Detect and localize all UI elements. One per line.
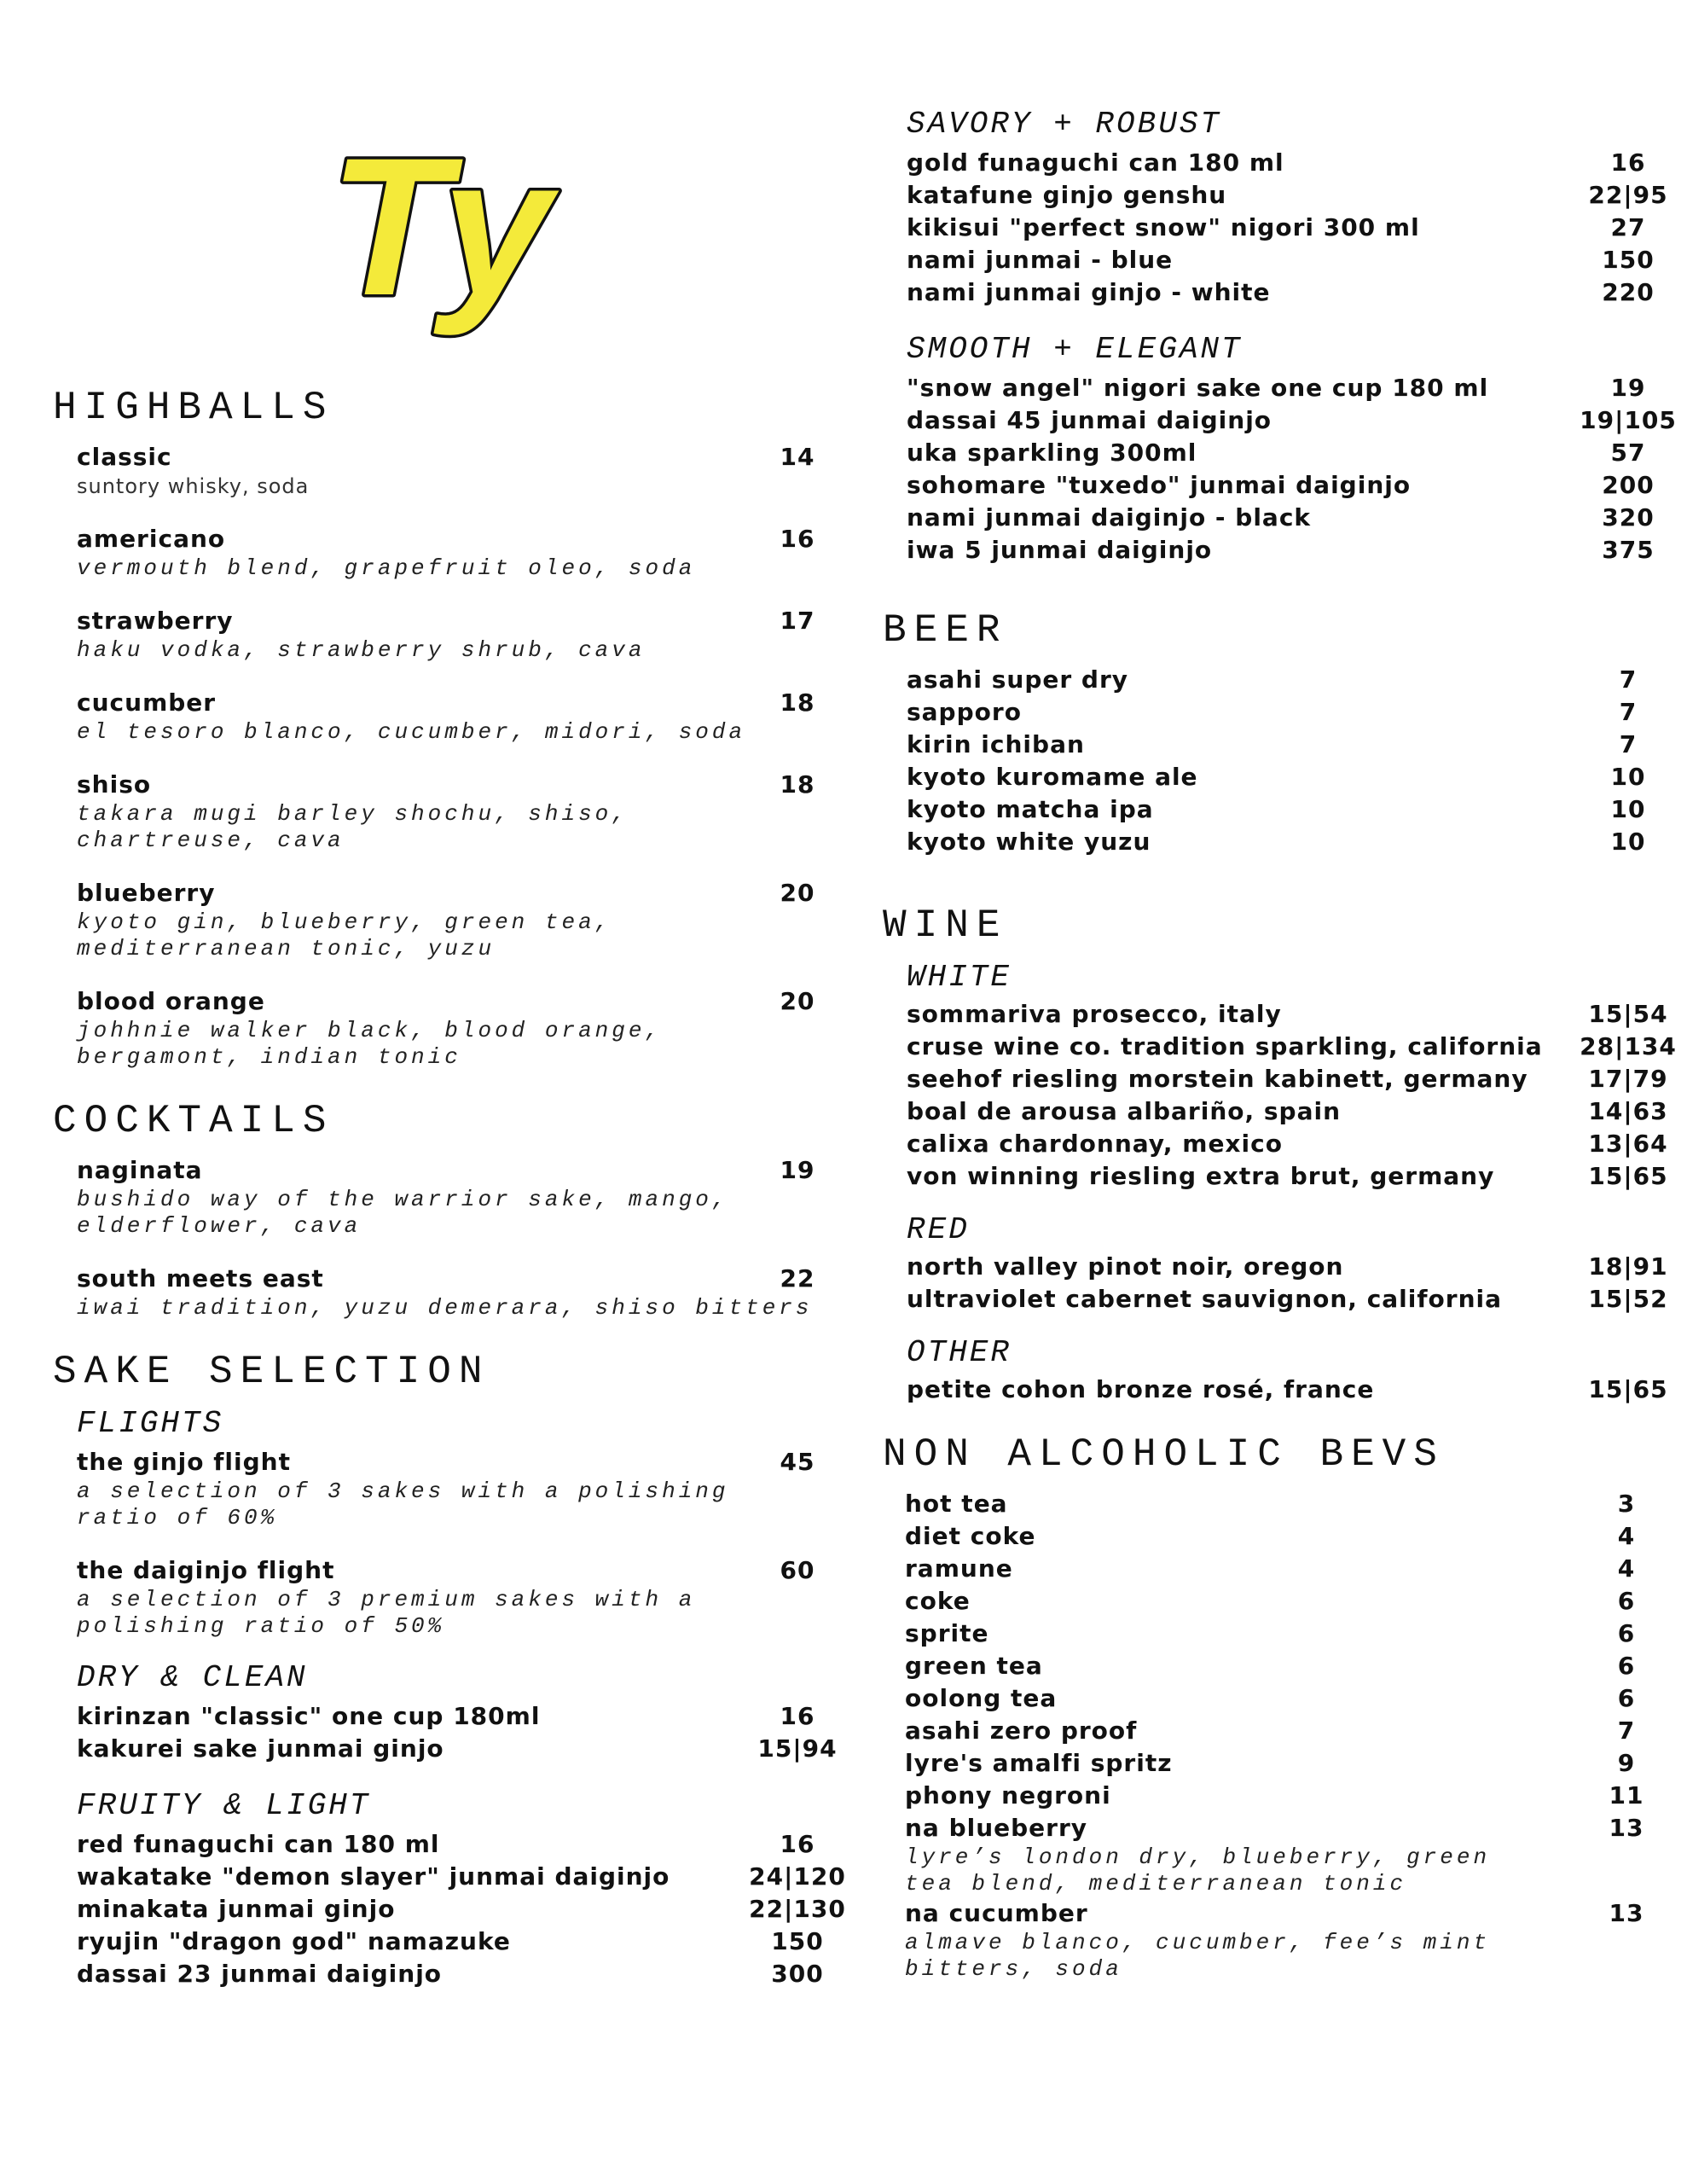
subhead-white: WHITE xyxy=(907,960,1012,995)
item-price: 7 xyxy=(1619,730,1638,758)
menu-item-row xyxy=(905,1520,1650,1553)
svg-text:Ty: Ty xyxy=(329,117,551,336)
section-title: SAKE SELECTION xyxy=(53,1350,490,1394)
item-price: 16 xyxy=(780,525,815,553)
menu-item xyxy=(907,1160,1668,1193)
item-price: 10 xyxy=(1610,795,1646,823)
ty-logo xyxy=(322,111,551,341)
menu-item xyxy=(77,1828,820,1861)
section-title: COCKTAILS xyxy=(53,1099,334,1143)
item-price: 4 xyxy=(1617,1554,1636,1583)
menu-item xyxy=(907,469,1655,502)
menu-item-row xyxy=(905,1812,1650,1844)
item-name: nami junmai daiginjo - black xyxy=(907,503,1312,531)
subhead-smooth-elegant: SMOOTH + ELEGANT xyxy=(907,332,1243,367)
menu-item xyxy=(77,1958,824,1990)
item-price: 6 xyxy=(1617,1684,1636,1712)
section-title: WINE xyxy=(883,903,1008,948)
menu-item-row xyxy=(907,793,1650,826)
item-price: 27 xyxy=(1610,213,1646,241)
menu-item-row xyxy=(77,1733,838,1765)
menu-item xyxy=(905,1618,1650,1650)
item-price: 7 xyxy=(1619,665,1638,694)
menu-item-row xyxy=(907,179,1668,212)
menu-item-row xyxy=(907,147,1650,179)
menu-item-row xyxy=(905,1715,1650,1747)
menu-item xyxy=(77,1554,820,1640)
item-name: asahi zero proof xyxy=(905,1716,1138,1745)
subhead-flights: FLIGHTS xyxy=(77,1406,224,1441)
menu-item xyxy=(905,1682,1650,1715)
item-name: sommariva prosecco, italy xyxy=(907,1000,1282,1028)
item-name: na blueberry xyxy=(905,1814,1088,1842)
menu-item xyxy=(905,1520,1650,1553)
menu-item-row xyxy=(905,1618,1650,1650)
menu-item-row xyxy=(907,1128,1668,1160)
item-name: kyoto white yuzu xyxy=(907,828,1151,856)
highballs-section xyxy=(53,388,820,1071)
item-name: iwa 5 junmai daiginjo xyxy=(907,536,1213,564)
item-price: 220 xyxy=(1602,278,1655,306)
menu-item xyxy=(77,605,820,664)
menu-item xyxy=(907,212,1650,244)
menu-list xyxy=(907,1251,1668,1316)
menu-list xyxy=(53,1154,820,1321)
menu-item xyxy=(77,1926,824,1958)
item-price: 300 xyxy=(771,1960,824,1988)
menu-item-row xyxy=(907,998,1668,1031)
item-name: red funaguchi can 180 ml xyxy=(77,1830,440,1858)
menu-item xyxy=(907,729,1650,761)
menu-item xyxy=(905,1715,1650,1747)
item-name: cruse wine co. tradition sparkling, california xyxy=(907,1032,1543,1060)
menu-item-row xyxy=(77,523,820,555)
subhead-red: RED xyxy=(907,1212,970,1247)
item-price: 15|52 xyxy=(1588,1285,1668,1313)
item-name: ramune xyxy=(905,1554,1013,1583)
menu-item-row xyxy=(77,1828,820,1861)
menu-item xyxy=(907,761,1650,793)
menu-item-row xyxy=(905,1897,1650,1930)
menu-item xyxy=(907,1095,1668,1128)
subhead-savory-robust: SAVORY + ROBUST xyxy=(907,107,1222,142)
menu-item xyxy=(907,502,1655,534)
item-name: seehof riesling morstein kabinett, germany xyxy=(907,1065,1528,1093)
item-price: 22|130 xyxy=(749,1895,846,1923)
menu-item xyxy=(907,244,1655,276)
menu-item xyxy=(907,147,1650,179)
menu-item xyxy=(907,826,1650,858)
menu-item xyxy=(907,1031,1677,1063)
item-price: 28|134 xyxy=(1580,1032,1677,1060)
menu-item-row xyxy=(907,469,1655,502)
sake-section xyxy=(53,1350,846,1990)
item-price: 57 xyxy=(1610,439,1646,467)
item-price: 6 xyxy=(1617,1587,1636,1615)
section-title: BEER xyxy=(883,608,1008,653)
menu-item-row xyxy=(907,664,1650,696)
menu-item xyxy=(905,1780,1650,1812)
menu-item xyxy=(77,1733,838,1765)
menu-item-row xyxy=(905,1488,1650,1520)
menu-item xyxy=(905,1488,1650,1520)
item-price: 13|64 xyxy=(1588,1130,1668,1158)
item-price: 22 xyxy=(780,1264,815,1292)
item-price: 19 xyxy=(780,1156,815,1184)
menu-item-row xyxy=(907,534,1655,566)
menu-item xyxy=(77,985,820,1071)
item-name: north valley pinot noir, oregon xyxy=(907,1252,1344,1281)
item-name: shiso xyxy=(77,770,152,799)
subhead-fruity-light: FRUITY & LIGHT xyxy=(77,1788,371,1823)
menu-item-row xyxy=(907,212,1650,244)
menu-item-row xyxy=(907,729,1650,761)
menu-item-row xyxy=(907,1283,1668,1316)
item-price: 16 xyxy=(1610,148,1646,177)
item-price: 3 xyxy=(1617,1490,1636,1518)
menu-item-row xyxy=(907,826,1650,858)
menu-item-row xyxy=(907,1374,1668,1406)
item-price: 24|120 xyxy=(749,1862,846,1891)
item-price: 18|91 xyxy=(1588,1252,1668,1281)
item-name: blood orange xyxy=(77,987,265,1015)
menu-item-row xyxy=(77,1700,820,1733)
item-name: katafune ginjo genshu xyxy=(907,181,1227,209)
item-name: kirin ichiban xyxy=(907,730,1085,758)
item-name: lyre's amalfi spritz xyxy=(905,1749,1173,1777)
menu-item-row xyxy=(77,1893,846,1926)
menu-item-row xyxy=(907,244,1655,276)
item-name: green tea xyxy=(905,1652,1043,1680)
menu-item-row xyxy=(907,696,1650,729)
item-price: 11 xyxy=(1609,1781,1644,1809)
item-price: 22|95 xyxy=(1588,181,1668,209)
item-price: 4 xyxy=(1617,1522,1636,1550)
menu-item xyxy=(77,1154,820,1240)
menu-item-row xyxy=(77,1446,820,1478)
item-price: 150 xyxy=(771,1927,824,1955)
item-price: 14|63 xyxy=(1588,1097,1668,1125)
menu-item-row xyxy=(907,372,1650,404)
menu-list xyxy=(53,441,820,1071)
item-price: 17|79 xyxy=(1588,1065,1668,1093)
menu-item-row xyxy=(907,404,1677,437)
item-price: 16 xyxy=(780,1702,815,1730)
menu-item xyxy=(77,687,820,746)
menu-item xyxy=(907,179,1668,212)
item-name: boal de arousa albariño, spain xyxy=(907,1097,1342,1125)
menu-list xyxy=(77,1446,820,1640)
item-name: wakatake "demon slayer" junmai daiginjo xyxy=(77,1862,670,1891)
wine-section xyxy=(883,903,1677,1406)
item-name: nami junmai ginjo - white xyxy=(907,278,1271,306)
subhead-other: OTHER xyxy=(907,1335,1012,1370)
menu-item xyxy=(77,1700,820,1733)
menu-item xyxy=(77,1446,820,1531)
item-price: 15|54 xyxy=(1588,1000,1668,1028)
item-price: 13 xyxy=(1609,1899,1644,1927)
menu-item-row xyxy=(907,1160,1668,1193)
menu-item-row xyxy=(77,985,820,1018)
item-description: a selection of 3 sakes with a polishing ratio of 60% xyxy=(77,1478,729,1531)
menu-item-row xyxy=(77,687,820,719)
menu-item-row xyxy=(77,1958,824,1990)
item-description: johhnie walker black, blood orange, bergamont, indian tonic xyxy=(77,1018,663,1070)
menu-item xyxy=(905,1897,1650,1983)
menu-item-row xyxy=(905,1682,1650,1715)
item-name: hot tea xyxy=(905,1490,1008,1518)
menu-list xyxy=(907,372,1677,566)
menu-list xyxy=(907,1374,1668,1406)
item-description: bushido way of the warrior sake, mango, elderflower, cava xyxy=(77,1187,729,1239)
menu-item-row xyxy=(77,877,820,909)
menu-item xyxy=(907,998,1668,1031)
menu-item xyxy=(905,1585,1650,1618)
item-name: minakata junmai ginjo xyxy=(77,1895,396,1923)
menu-list xyxy=(907,147,1668,309)
menu-list xyxy=(907,998,1677,1193)
menu-item-row xyxy=(77,441,820,473)
menu-list xyxy=(77,1700,838,1765)
item-price: 6 xyxy=(1617,1652,1636,1680)
item-name: oolong tea xyxy=(905,1684,1058,1712)
menu-item-row xyxy=(77,605,820,637)
menu-item-row xyxy=(907,1095,1668,1128)
item-name: dassai 45 junmai daiginjo xyxy=(907,406,1272,434)
item-name: gold funaguchi can 180 ml xyxy=(907,148,1284,177)
menu-item xyxy=(907,534,1655,566)
item-description: lyre’s london dry, blueberry, green tea blend, mediterranean tonic xyxy=(905,1844,1491,1896)
item-price: 6 xyxy=(1617,1619,1636,1647)
item-price: 20 xyxy=(780,879,815,907)
menu-item-row xyxy=(905,1747,1650,1780)
item-name: von winning riesling extra brut, germany xyxy=(907,1162,1495,1190)
menu-item-row xyxy=(77,769,820,801)
menu-item xyxy=(905,1553,1650,1585)
menu-item xyxy=(907,372,1650,404)
menu-list xyxy=(883,664,1650,858)
menu-item xyxy=(907,437,1650,469)
non-alcoholic-section xyxy=(883,1432,1650,1983)
menu-item-row xyxy=(907,1031,1677,1063)
menu-item-row xyxy=(907,1251,1668,1283)
item-price: 375 xyxy=(1602,536,1655,564)
item-name: petite cohon bronze rosé, france xyxy=(907,1375,1375,1403)
item-price: 17 xyxy=(780,607,815,635)
menu-item xyxy=(77,441,820,500)
item-price: 10 xyxy=(1610,828,1646,856)
section-title: HIGHBALLS xyxy=(53,386,334,430)
item-name: coke xyxy=(905,1587,971,1615)
item-name: blueberry xyxy=(77,879,216,907)
item-price: 18 xyxy=(780,770,815,799)
item-price: 14 xyxy=(780,443,815,471)
menu-item-row xyxy=(77,1263,820,1295)
cocktails-section xyxy=(53,1101,820,1321)
item-name: the ginjo flight xyxy=(77,1448,291,1476)
item-description: haku vodka, strawberry shrub, cava xyxy=(77,637,646,663)
item-description: iwai tradition, yuzu demerara, shiso bitters xyxy=(77,1295,813,1321)
menu-item-row xyxy=(77,1554,820,1587)
item-price: 15|94 xyxy=(757,1734,838,1763)
item-name: dassai 23 junmai daiginjo xyxy=(77,1960,443,1988)
left-column xyxy=(53,386,846,1990)
item-name: kirinzan "classic" one cup 180ml xyxy=(77,1702,541,1730)
item-price: 7 xyxy=(1619,698,1638,726)
item-price: 320 xyxy=(1602,503,1655,531)
item-description: almave blanco, cucumber, fee’s mint bitters, soda xyxy=(905,1930,1491,1982)
item-name: kikisui "perfect snow" nigori 300 ml xyxy=(907,213,1420,241)
item-name: the daiginjo flight xyxy=(77,1556,335,1584)
item-name: south meets east xyxy=(77,1264,324,1292)
item-name: sprite xyxy=(905,1619,989,1647)
item-description: takara mugi barley shochu, shiso, chartreuse, cava xyxy=(77,801,629,853)
item-price: 15|65 xyxy=(1588,1375,1668,1403)
item-price: 20 xyxy=(780,987,815,1015)
menu-item-row xyxy=(907,276,1655,309)
item-name: na cucumber xyxy=(905,1899,1088,1927)
subhead-dry-clean: DRY & CLEAN xyxy=(77,1660,308,1695)
beer-section xyxy=(883,608,1650,858)
menu-item xyxy=(905,1812,1650,1897)
section-title: NON ALCOHOLIC BEVS xyxy=(883,1432,1445,1477)
item-price: 13 xyxy=(1609,1814,1644,1842)
item-name: asahi super dry xyxy=(907,665,1129,694)
item-name: calixa chardonnay, mexico xyxy=(907,1130,1283,1158)
item-price: 19 xyxy=(1610,374,1646,402)
right-column xyxy=(883,107,1677,1983)
menu-item xyxy=(907,1063,1668,1095)
item-name: sohomare "tuxedo" junmai daiginjo xyxy=(907,471,1412,499)
item-price: 10 xyxy=(1610,763,1646,791)
menu-item xyxy=(77,523,820,582)
item-price: 18 xyxy=(780,688,815,717)
menu-item xyxy=(77,769,820,854)
menu-item xyxy=(77,1861,846,1893)
menu-item xyxy=(907,1128,1668,1160)
menu-item xyxy=(907,696,1650,729)
menu-item xyxy=(907,1251,1668,1283)
item-price: 15|65 xyxy=(1588,1162,1668,1190)
menu-item-row xyxy=(907,761,1650,793)
menu-item xyxy=(907,1283,1668,1316)
item-price: 150 xyxy=(1602,246,1655,274)
item-name: "snow angel" nigori sake one cup 180 ml xyxy=(907,374,1489,402)
menu-item xyxy=(77,1263,820,1321)
menu-item-row xyxy=(905,1780,1650,1812)
menu-item-row xyxy=(905,1650,1650,1682)
item-price: 45 xyxy=(780,1448,815,1476)
menu-item-row xyxy=(77,1861,846,1893)
menu-item-row xyxy=(77,1154,820,1187)
item-name: ultraviolet cabernet sauvignon, california xyxy=(907,1285,1503,1313)
item-description: suntory whisky, soda xyxy=(77,474,310,498)
menu-item xyxy=(907,404,1677,437)
item-description: kyoto gin, blueberry, green tea, mediterranean tonic, yuzu xyxy=(77,909,612,961)
item-name: kyoto matcha ipa xyxy=(907,795,1154,823)
item-price: 9 xyxy=(1617,1749,1636,1777)
menu-item xyxy=(905,1650,1650,1682)
menu-item xyxy=(907,276,1655,309)
menu-item xyxy=(77,1893,846,1926)
menu-item-row xyxy=(907,437,1650,469)
menu-item xyxy=(907,664,1650,696)
item-description: vermouth blend, grapefruit oleo, soda xyxy=(77,555,696,581)
item-name: kakurei sake junmai ginjo xyxy=(77,1734,444,1763)
item-description: el tesoro blanco, cucumber, midori, soda xyxy=(77,719,746,745)
item-name: naginata xyxy=(77,1156,203,1184)
menu-item xyxy=(907,793,1650,826)
item-name: phony negroni xyxy=(905,1781,1111,1809)
item-name: strawberry xyxy=(77,607,234,635)
menu-item-row xyxy=(77,1926,824,1958)
item-description: a selection of 3 premium sakes with a polishing ratio of 50% xyxy=(77,1587,696,1639)
item-price: 16 xyxy=(780,1830,815,1858)
menu-list xyxy=(883,1488,1650,1983)
item-price: 60 xyxy=(780,1556,815,1584)
menu-item-row xyxy=(907,1063,1668,1095)
menu-list xyxy=(77,1828,846,1990)
item-price: 200 xyxy=(1602,471,1655,499)
item-name: americano xyxy=(77,525,226,553)
menu-item xyxy=(77,877,820,962)
item-name: kyoto kuromame ale xyxy=(907,763,1198,791)
item-price: 19|105 xyxy=(1580,406,1677,434)
item-name: cucumber xyxy=(77,688,217,717)
menu-item-row xyxy=(905,1553,1650,1585)
item-name: uka sparkling 300ml xyxy=(907,439,1197,467)
item-name: nami junmai - blue xyxy=(907,246,1174,274)
menu-item xyxy=(905,1747,1650,1780)
item-name: sapporo xyxy=(907,698,1022,726)
menu-item-row xyxy=(905,1585,1650,1618)
menu-item xyxy=(907,1374,1668,1406)
menu-item-row xyxy=(907,502,1655,534)
item-name: diet coke xyxy=(905,1522,1036,1550)
item-name: ryujin "dragon god" namazuke xyxy=(77,1927,511,1955)
item-name: classic xyxy=(77,443,172,471)
item-price: 7 xyxy=(1617,1716,1636,1745)
